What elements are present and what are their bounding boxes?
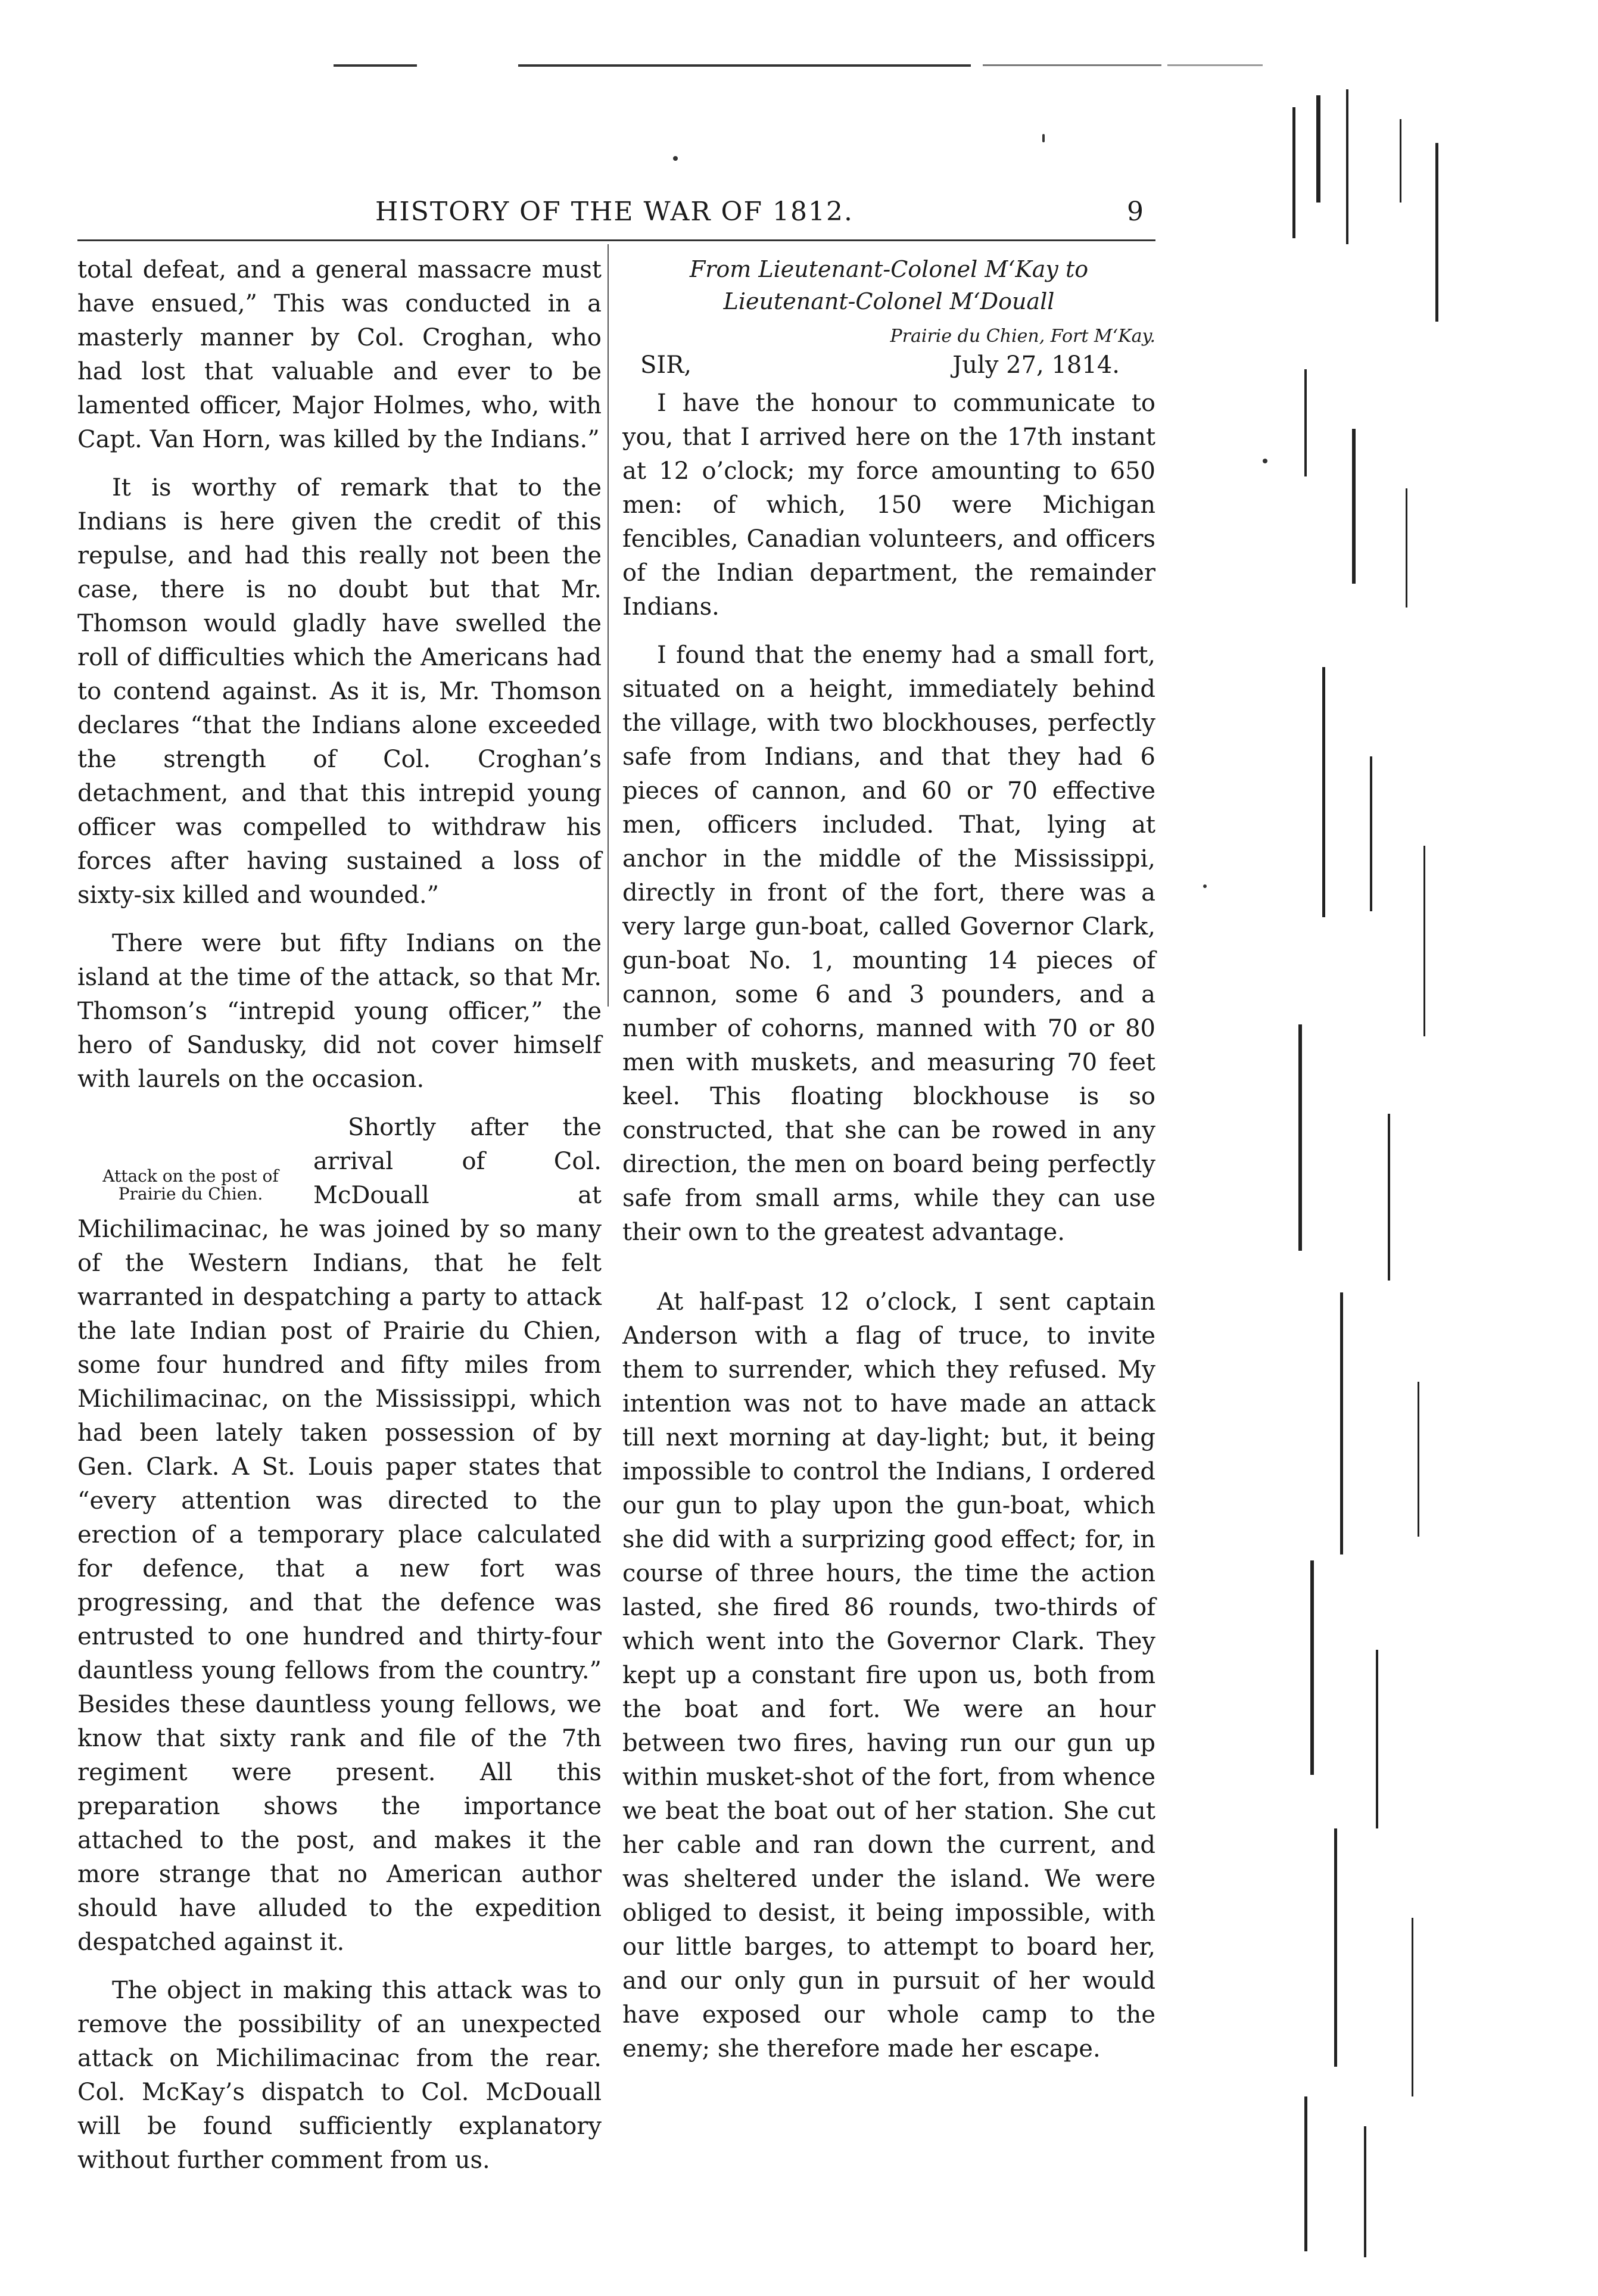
paragraph: I have the honour to communicate to you, that I arrived here on the 17th instant at 12 o’clock; my force amounting to 650 men: of which, 150 were Michigan fencibles, Canadian volunteers, and officers of the Indian department, the remainder Indians. [622,390,1155,621]
edge-streak [1322,667,1325,917]
edge-streak [1310,1560,1314,1775]
letter-dateline: Prairie du Chien, Fort M‘Kay. [890,326,1155,347]
running-header [77,197,1155,239]
left-column [77,253,602,2192]
paragraph-text: Shortly after the arrival of Col. McDouall at Michilimacinac, he was joined by so many of the Western Indians, that he felt warranted in despatching a party to attack the late Indian post of Prairie du Chien, some four hundred and fifty miles from Michilimacinac, on the Mississippi, which had been lately taken possession of by Gen. Clark. A St. Louis paper states that “every attention was directed to the erection of a temporary place calculated for defence, that a new fort was progressing, and that the defence was entrusted to one hundred and thirty-four dauntless young fellows from the country.” Besides these dauntless young fellows, we know that sixty rank and file of the 7th regiment were present. All this preparation shows the importance attached to the post, and makes it the more strange that no American author should have alluded to the expedition despatched against it. [77,1114,602,1956]
edge-streak [1388,1114,1390,1281]
paragraph-with-sidenote [77,1111,602,1959]
top-rule [1167,64,1263,66]
edge-streak [1400,119,1401,203]
paragraph: At half-past 12 o’clock, I sent captain Anderson with a flag of truce, to invite them to surrender, which they refused. My intention was not to have made an attack till next morning at day-light; but, it being impossible to control the Indians, I ordered our gun to play upon the gun-boat, which she did with a surprizing good effect; for, in course of three hours, the time the action lasted, she fired 86 rounds, two-thirds of which went into the Governor Clark. They kept up a constant fire upon us, both from the boat and fort. We were an hour between two fires, having run our gun up within musket-shot of the fort, from whence we beat the boat out of her station. She cut her cable and ran down the current, and was sheltered under the island. We were obliged to desist, it being impossible, with our little barges, to attempt to board her, and our only gun in pursuit of her would have exposed our whole camp to the enemy; she therefore made her escape. [622,1288,1155,2063]
edge-streak [1406,488,1407,608]
edge-streak [1304,369,1307,476]
edge-streak [1412,1918,1413,2096]
edge-streak [1334,1828,1337,2067]
letter-date: July 27, 1814. [952,351,1120,379]
edge-streak [1418,1382,1419,1537]
ink-speck [1042,134,1045,142]
page-number: 9 [1127,197,1144,227]
edge-streak [1435,143,1438,322]
edge-streak [1298,1024,1302,1251]
edge-streak [1304,2096,1307,2251]
edge-streak [1340,1292,1343,1554]
edge-streak [1346,89,1348,244]
letter-heading: From Lieutenant-Colonel M‘Kay to Lieutenant-Colonel M‘Douall [689,256,1089,314]
edge-streak [1370,756,1372,911]
paragraph: total defeat, and a general massacre must have ensued,” This was conducted in a masterly manner by Col. Croghan, who had lost that valuable and ever to be lamented officer, Major Holmes, who, with Capt. Van Horn, was killed by the Indians.” [77,256,602,453]
ink-speck [1203,884,1207,888]
top-rule [983,64,1161,66]
edge-streak [1292,107,1295,238]
right-column [622,253,1155,2080]
salutation-line [622,348,1155,382]
scanned-page-edge [1281,71,1598,2275]
paragraph: There were but fifty Indians on the island at the time of the attack, so that Mr. Thomson’s “intrepid young officer,” the hero of Sandusky, did not cover himself with laurels on the occasion. [77,930,602,1093]
top-rule [334,64,417,67]
running-title: HISTORY OF THE WAR OF 1812. [375,197,854,227]
salutation: SIR, [640,351,692,379]
paragraph: It is worthy of remark that to the Indians is here given the credit of this repulse, and had this really not been the case, there is no doubt but that Mr. Thomson would gladly have swelled the roll of difficulties which the Americans had to contend against. As it is, Mr. Thomson declares “that the Indians alone exceeded the strength of Col. Croghan’s detachment, and that this intrepid young officer was compelled to withdraw his forces after having sustained a loss of sixty-six killed and wounded.” [77,474,602,909]
edge-streak [1316,95,1320,203]
ink-speck [673,156,678,161]
top-rule [518,64,971,67]
edge-streak [1423,846,1425,1036]
column-divider [608,244,609,1007]
marginal-note: Attack on the post of Prairie du Chien. [102,1166,279,1204]
paragraph: I found that the enemy had a small fort, situated on a height, immediately behind the village, with two blockhouses, perfectly safe from Indians, and that they had 6 pieces of cannon, and 60 or 70 effective men, officers included. That, lying at anchor in the middle of the Mississippi, directly in front of the fort, there was a very large gun-boat, called Governor Clark, gun-boat No. 1, mounting 14 pieces of cannon, some 6 and 3 pounders, and a number of cohorns, manned with 70 or 80 men with muskets, and measuring 70 feet keel. This floating blockhouse is so constructed, that she can be rowed in any direction, the men on board being perfectly safe from small arms, while they can use their own to the greatest advantage. [622,641,1155,1246]
edge-streak [1352,429,1356,584]
edge-streak [1376,1650,1378,1828]
ink-speck [1263,459,1267,463]
edge-streak [1364,2126,1366,2257]
paragraph: The object in making this attack was to remove the possibility of an unexpected attack on Michilimacinac from the rear. Col. McKay’s dispatch to Col. McDouall will be found sufficiently explanatory without further comment from us. [77,1977,602,2174]
header-rule [77,239,1155,241]
